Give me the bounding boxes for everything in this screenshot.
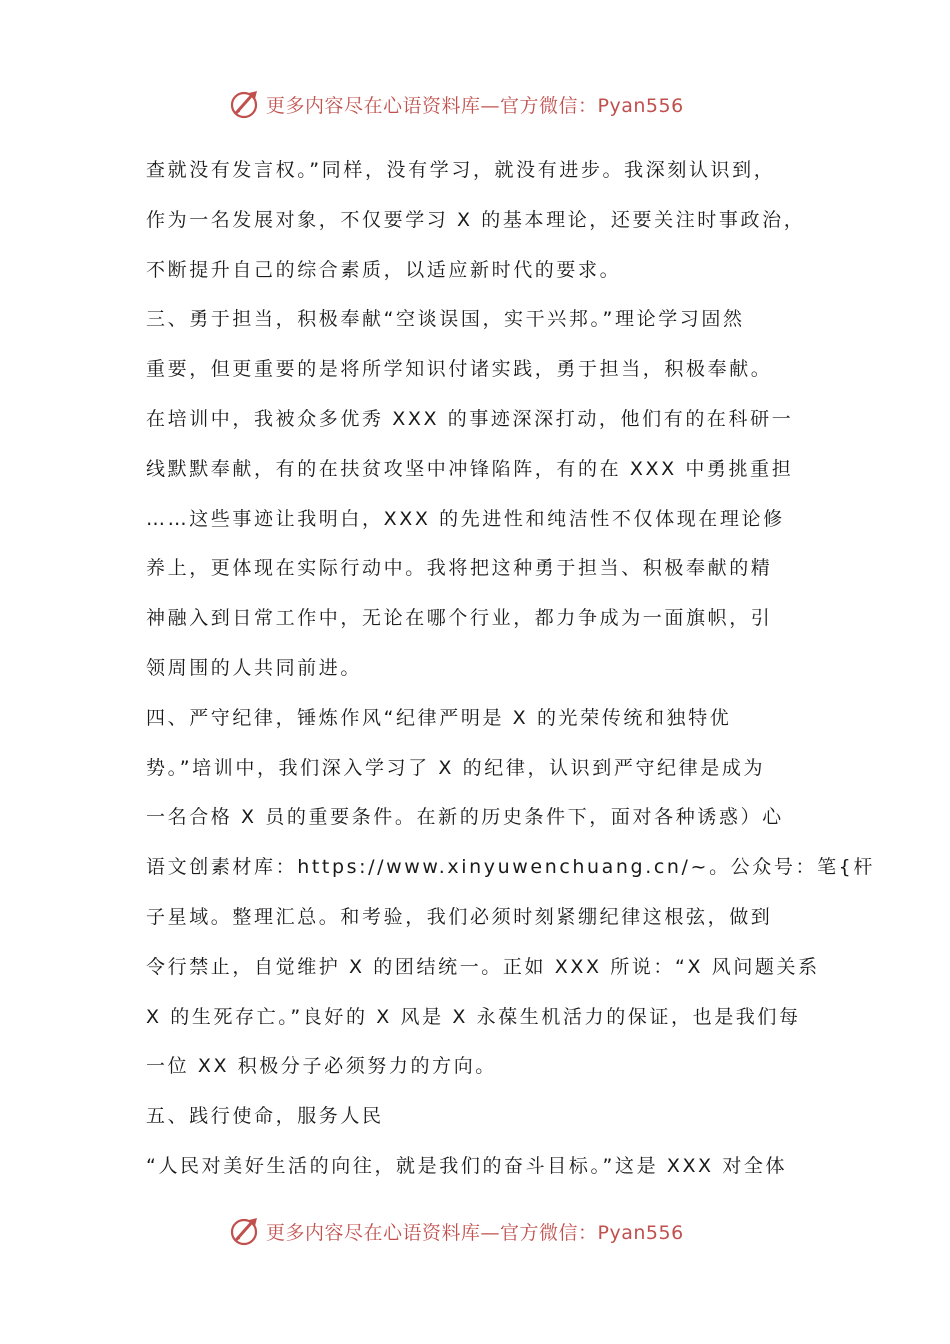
text-line: 线默默奉献，有的在扶贫攻坚中冲锋陷阵，有的在 XXX 中勇挑重担: [146, 457, 794, 480]
text-line: 养上，更体现在实际行动中。我将把这种勇于担当、积极奉献的精: [146, 557, 773, 580]
document-body: [146, 150, 875, 1196]
text-line: 重要，但更重要的是将所学知识付诸实践，勇于担当，积极奉献。: [146, 358, 773, 381]
text-line: 势。”培训中，我们深入学习了 X 的纪律，认识到严守纪律是成为: [146, 756, 766, 779]
text-line: “人民对美好生活的向往，就是我们的奋斗目标。”这是 XXX 对全体: [146, 1154, 788, 1177]
banner-handle: Pyan556: [597, 94, 684, 117]
text-line: 三、勇于担当，积极奉献“空谈误国，实干兴邦。”理论学习固然: [146, 308, 745, 331]
text-line: 子星域。整理汇总。和考验，我们必须时刻紧绷纪律这根弦，做到: [146, 905, 773, 928]
banner-text: 更多内容尽在心语资料库—官方微信：Pyan556: [266, 1221, 684, 1244]
text-line: 不断提升自己的综合素质，以适应新时代的要求。: [146, 258, 622, 281]
text-line: 领周围的人共同前进。: [146, 656, 363, 679]
text-line: 神融入到日常工作中，无论在哪个行业，都力争成为一面旗帜，引: [146, 607, 773, 630]
footer-watermark-banner: [228, 1211, 748, 1251]
text-line: X 的生死存亡。”良好的 X 风是 X 永葆生机活力的保证，也是我们每: [146, 1005, 801, 1028]
text-line: ……这些事迹让我明白，XXX 的先进性和纯洁性不仅体现在理论修: [146, 507, 785, 530]
text-line: 四、严守纪律，锤炼作风“纪律严明是 X 的光荣传统和独特优: [146, 706, 732, 729]
text-line: 一名合格 X 员的重要条件。在新的历史条件下，面对各种诱惑）心: [146, 806, 784, 829]
text-line: 五、践行使命，服务人民: [146, 1105, 384, 1128]
pen-logo-icon: [228, 1214, 262, 1248]
pen-logo-icon: [228, 87, 262, 121]
header-watermark-banner: [228, 84, 748, 124]
text-line: 语文创素材库：https://www.xinyuwenchuang.cn/~。公众号：笔{杆: [146, 856, 875, 879]
text-line: 一位 XX 积极分子必须努力的方向。: [146, 1055, 497, 1078]
banner-handle: Pyan556: [597, 1221, 684, 1244]
text-line: 作为一名发展对象，不仅要学习 X 的基本理论，还要关注时事政治，: [146, 208, 806, 231]
text-line: 令行禁止，自觉维护 X 的团结统一。正如 XXX 所说：“X 风问题关系: [146, 955, 820, 978]
text-line: 在培训中，我被众多优秀 XXX 的事迹深深打动，他们有的在科研一: [146, 407, 794, 430]
banner-text: 更多内容尽在心语资料库—官方微信：Pyan556: [266, 94, 684, 117]
text-line: 查就没有发言权。”同样，没有学习，就没有进步。我深刻认识到，: [146, 159, 776, 181]
